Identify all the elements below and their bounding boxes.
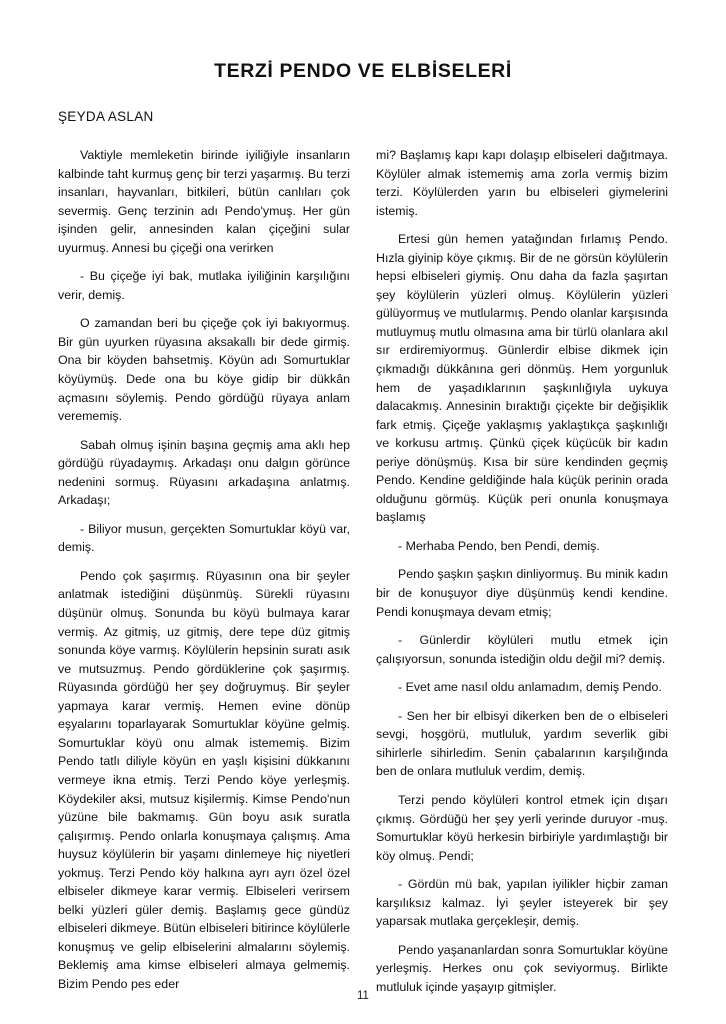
paragraph: - Biliyor musun, gerçekten Somurtuklar köyü var, demiş. [58, 521, 350, 555]
paragraph: - Sen her bir elbisyi dikerken ben de o elbiseleri sevgi, hoşgörü, mutluluk, yardım severlik gibi sihirlerle sihirledim. Senin çabalarının karşılığında ben de onlara mutluluk verdim, demiş. [376, 708, 668, 779]
paragraph: Vaktiyle memleketin birinde iyiliğiyle insanların kalbinde taht kurmuş genç bir terzi yaşarmış. Bu terzi insanları, hayvanları, bitkileri, bütün canlıları çok severmiş. Genç terzinin adı Pendo'ymuş. Her gün işinden gelir, annesinden kalan çiçeğini sular uyurmuş. Annesi bu çiçeği ona verirken [58, 148, 350, 255]
paragraph: - Günlerdir köylüleri mutlu etmek için çalışıyorsun, sonunda istediğin oldu değil mi? demiş. [376, 633, 668, 666]
paragraph: Pendo şaşkın şaşkın dinliyormuş. Bu minik kadın bir de konuşuyor diye düşünmüş kendi kendine. Pendi konuşmaya devam etmiş; [376, 567, 668, 619]
paragraph: - Evet ame nasıl oldu anlamadım, demiş Pendo. [398, 680, 662, 695]
page-number: 11 [357, 990, 369, 1002]
article-body [58, 146, 668, 996]
paragraph: - Gördün mü bak, yapılan iyilikler hiçbir zaman karşılıksız kalmaz. İyi şeyler isteyerek bir şey yaparsak mutlaka gerçekleşir, demiş. [376, 877, 668, 929]
paragraph: mi? Başlamış kapı kapı dolaşıp elbiseleri dağıtmaya. Köylüler almak istememiş ama zorla vermiş bizim terzi. Köylülerden yarın bu elbiseleri giymelerini istemiş. [376, 148, 668, 218]
paragraph: Pendo yaşananlardan sonra Somurtuklar köyüne yerleşmiş. Herkes onu çok seviyormuş. Birlikte mutluluk içinde yaşayıp gitmişler. [376, 942, 668, 994]
paragraph: Ertesi gün hemen yatağından fırlamış Pendo. Hızla giyinip köye çıkmış. Bir de ne görsün köylülerin hepsi elbiseleri giymiş. Onu daha da fazla şaşırtan şey köylülerin yüzleri olmuş. Köylülerin yüzleri gülüyormuş ve mutlularmış. Pendo olanlar karşısında mutluymuş mutlu olmasına ama bir türlü olanlara akıl sır erdiremiyormuş. Günlerdir elbise dikmek için çıkmadığı dükkânına geri dönmüş. Hem yorgunluk hem de yaşadıklarının şaşkınlığıyla uykuya dalacakmış. Annesinin bıraktığı çiçekte bir değişiklik fark etmiş. Çiçeğe yaklaşmış yaklaştıkça şaşkınlığı ve korkusu artmış. Çünkü çiçek küçücük bir kadın periye dönüşmüş. Kısa bir süre kendinden geçmiş Pendo. Kendine geldiğinde hala küçük perinin orada olduğunu görmüş. Küçük peri onunla konuşmaya başlamış [376, 232, 669, 525]
paragraph: - Merhaba Pendo, ben Pendi, demiş. [398, 538, 600, 553]
paragraph: O zamandan beri bu çiçeğe çok iyi bakıyormuş. Bir gün uyurken rüyasına aksakallı bir dede girmiş. Ona bir köyden bahsetmiş. Köyün adı Somurtuklar köyüymüş. Dede ona bu köye gidip bir dükkân açmasını söylemiş. Pendo gördüğü rüyaya anlam verememiş. [58, 316, 350, 424]
paragraph: Sabah olmuş işinin başına geçmiş ama aklı hep gördüğü rüyadaymış. Arkadaşı onu dalgın görünce nedenini sormuş. Rüyasını arkadaşına anlatmış. Arkadaşı; [58, 437, 350, 508]
paragraph: Pendo çok şaşırmış. Rüyasının ona bir şeyler anlatmak istediğini düşünmüş. Sürekli rüyasını düşünür olmuş. Sonunda bu köyü bulmaya karar vermiş. Az gitmiş, uz gitmiş, dere tepe düz gitmiş sonunda köye varmış. Köylülerin hepsinin suratı asık ve mutsuzmuş. Pendo gördüklerine çok şaşırmış. Rüyasında gördüğü her şey doğruymuş. Bir şeyler yapmaya karar vermiş. Hemen evine dönüp eşyalarını toparlayarak Somurtuklar köyüne gelmiş. Somurtuklar köyü onu almak istememiş. Bizim Pendo tatlı diliyle köyün en yaşlı kişisini dükkanını vermeye ikna etmiş. Terzi Pendo köye yerleşmiş. Köydekiler aksi, mutsuz kişilermiş. Kimse Pendo'nun yüzüne bile bakmamış. Gün boyu asık suratla çalışırmış. Pendo onlarla konuşmaya çalışmış. Ama huysuz köylülerin bir yaşamı dinlemeye hiç niyetleri yokmuş. Terzi Pendo köy halkına ayrı ayrı özel özel elbiseler dikmeye karar vermiş. Elbiseleri verirsem belki yüzleri güler demiş. Başlamış gece gündüz elbiseleri dikmeye. Bütün elbiseleri bitirince köylülerle konuşmuş ve gelip elbiselerini almalarını söylemiş. Beklemiş ama kimse elbiseleri almaya gelmemiş. Bizim Pendo pes eder [58, 568, 351, 991]
column-right [376, 146, 668, 996]
paragraph: Terzi pendo köylüleri kontrol etmek için dışarı çıkmış. Gördüğü her şey yerli yerinde duruyor -muş. Somurtuklar köyü herkesin birbiriyle yardımlaştığı bir köy olmuş. Pendi; [376, 792, 668, 863]
paragraph: - Bu çiçeğe iyi bak, mutlaka iyiliğinin karşılığını verir, demiş. [58, 269, 350, 302]
page-title: TERZİ PENDO VE ELBİSELERİ [214, 60, 512, 82]
author-name: ŞEYDA ASLAN [58, 109, 154, 124]
column-left [58, 146, 350, 996]
